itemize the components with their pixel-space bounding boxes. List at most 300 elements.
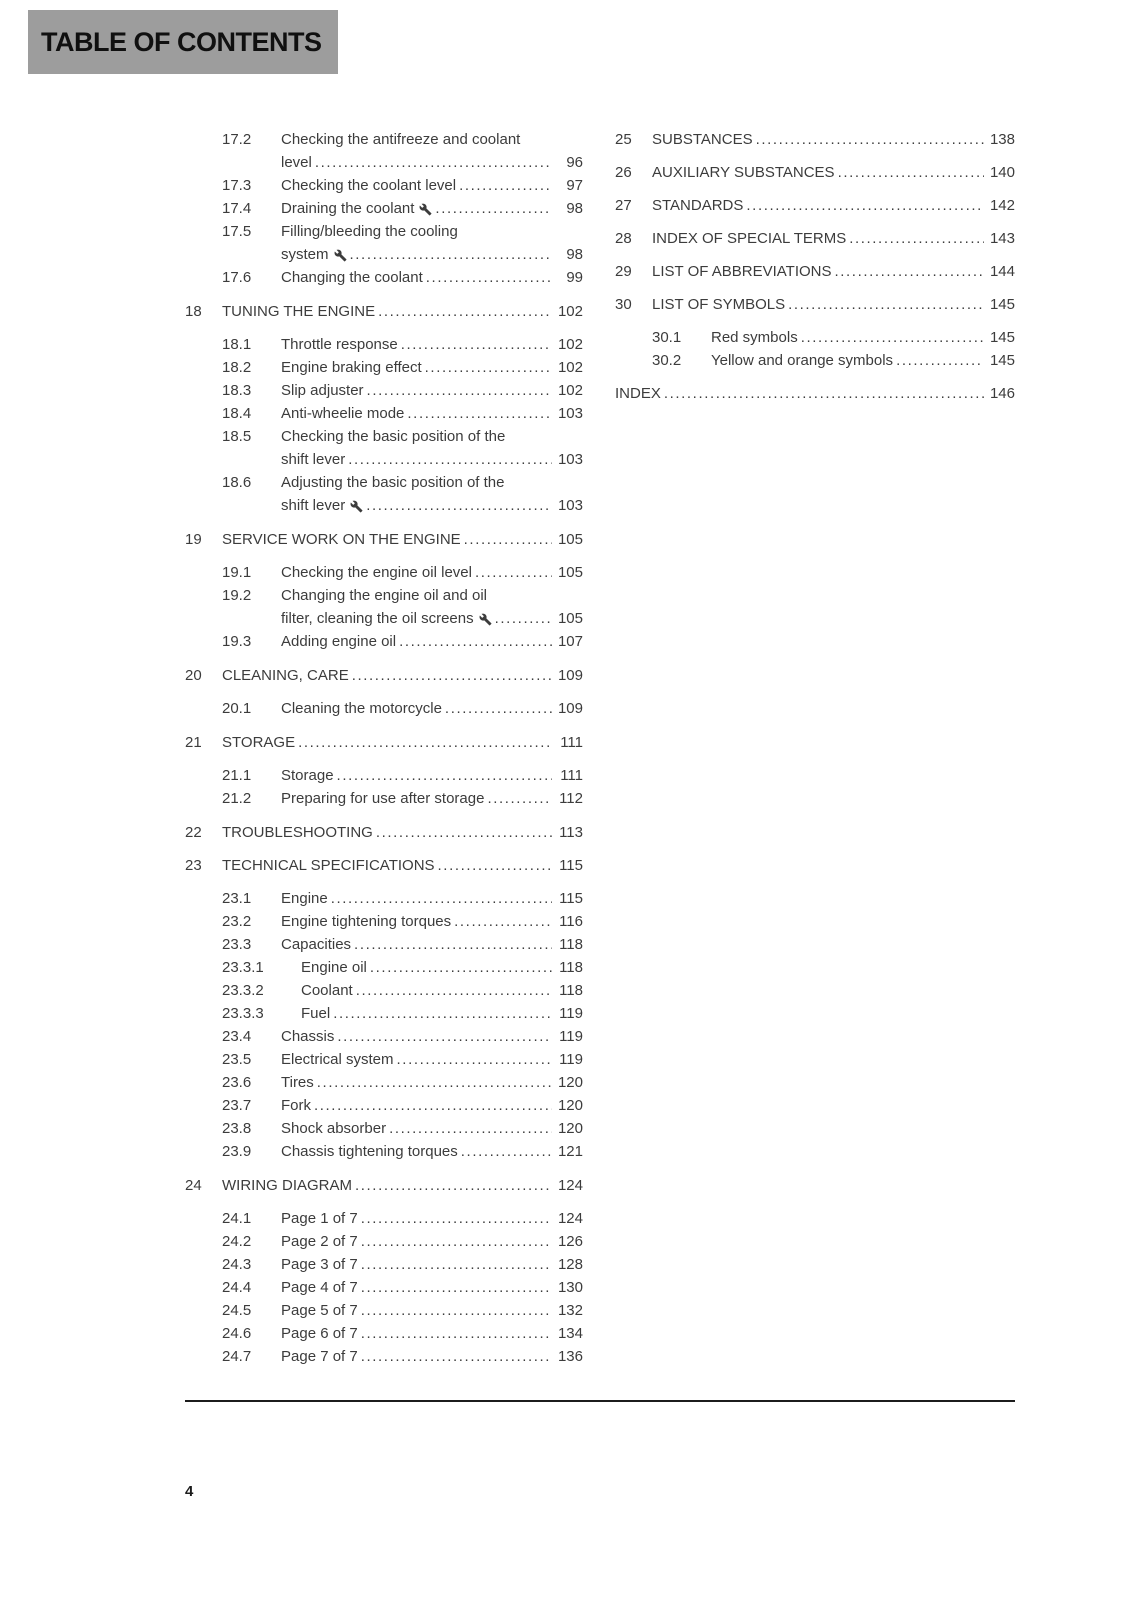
toc-entry-number: 23.6 <box>222 1074 252 1091</box>
page-header <box>28 10 338 74</box>
dot-leader <box>361 1299 552 1322</box>
toc-entry-number: 18.2 <box>222 359 252 376</box>
toc-entry-page: 134 <box>557 1325 583 1342</box>
toc-entry-body <box>281 933 583 956</box>
toc-entry-body <box>281 787 583 810</box>
dot-leader <box>487 787 552 810</box>
dot-leader <box>407 402 552 425</box>
toc-entry-page: 113 <box>559 824 583 841</box>
toc-entry <box>185 979 583 1002</box>
toc-entry <box>185 787 583 810</box>
toc-entry-number: 25 <box>615 131 632 148</box>
toc-entry <box>185 630 583 653</box>
dot-leader <box>801 326 984 349</box>
toc-entry-number: 24.6 <box>222 1325 252 1342</box>
toc-entry-number: 18.6 <box>222 474 252 491</box>
toc-entry-title: Shock absorber <box>281 1120 387 1137</box>
toc-entry-title: level <box>281 154 312 171</box>
toc-entry-page: 146 <box>989 385 1015 402</box>
toc-entry-page: 98 <box>566 246 583 263</box>
toc-entry-number: 27 <box>615 197 632 214</box>
toc-entry-body <box>281 1230 583 1253</box>
toc-entry-page: 136 <box>557 1348 583 1365</box>
toc-entry-title: LIST OF SYMBOLS <box>652 296 786 313</box>
toc-entry <box>185 1071 583 1094</box>
toc-entry-number: 23.7 <box>222 1097 252 1114</box>
toc-entry-body <box>281 174 583 197</box>
toc-entry-number: 23.3.1 <box>222 959 264 976</box>
dot-leader <box>361 1322 552 1345</box>
toc-entry-title: Engine tightening torques <box>281 913 452 930</box>
toc-entry-title: Coolant <box>301 982 353 999</box>
toc-entry-body <box>281 333 583 356</box>
toc-entry-page: 144 <box>989 263 1015 280</box>
toc-entry-body <box>652 293 1015 316</box>
toc-entry-title: Changing the coolant <box>281 269 423 286</box>
toc-entry <box>615 349 1015 372</box>
toc-entry-number: 30 <box>615 296 632 313</box>
toc-entry-page: 111 <box>560 734 583 751</box>
toc-entry-title: shift lever <box>281 451 346 468</box>
toc-entry-body <box>281 356 583 379</box>
toc-entry-number: 24.1 <box>222 1210 252 1227</box>
toc-entry-page: 116 <box>559 913 583 930</box>
toc-entry <box>185 561 583 584</box>
toc-entry-body <box>281 266 583 289</box>
toc-entry-body <box>222 821 583 844</box>
toc-entry-number: 17.4 <box>222 200 252 217</box>
toc-entry-title: Chassis <box>281 1028 335 1045</box>
dot-leader <box>367 379 552 402</box>
toc-entry-body <box>281 1322 583 1345</box>
dot-leader <box>355 1174 552 1197</box>
toc-entry-number: 21.1 <box>222 767 252 784</box>
toc-entry-title: INDEX <box>615 385 661 402</box>
toc-entry-body <box>281 402 583 425</box>
page-title: TABLE OF CONTENTS <box>41 26 322 57</box>
toc-entry-page: 115 <box>559 890 583 907</box>
footer-divider <box>185 1400 1015 1402</box>
toc-entry-page: 124 <box>557 1210 583 1227</box>
dot-leader <box>317 1071 552 1094</box>
wrench-icon <box>350 500 363 513</box>
toc-entry <box>615 227 1015 250</box>
toc-entry <box>185 471 583 517</box>
toc-entry-page: 120 <box>557 1074 583 1091</box>
dot-leader <box>495 607 552 630</box>
toc-entry-page: 126 <box>557 1233 583 1250</box>
toc-entry-title: Page 7 of 7 <box>281 1348 358 1365</box>
toc-entry-title: Yellow and orange symbols <box>711 352 894 369</box>
toc-entry-number: 24.2 <box>222 1233 252 1250</box>
toc-entry-page: 105 <box>557 564 583 581</box>
toc-entry-number: 19 <box>185 531 202 548</box>
toc-entry-title-line: Changing the engine oil and oil <box>281 587 487 604</box>
toc-entry-number: 17.3 <box>222 177 252 194</box>
toc-entry <box>185 425 583 471</box>
toc-entry-page: 124 <box>557 1177 583 1194</box>
dot-leader <box>397 1048 552 1071</box>
toc-entry-body <box>652 194 1015 217</box>
toc-entry <box>615 161 1015 184</box>
toc-entry-body <box>281 630 583 653</box>
toc-entry-body <box>222 854 583 877</box>
toc-entry-body <box>711 349 1015 372</box>
toc-entry <box>185 333 583 356</box>
toc-entry-body <box>281 1025 583 1048</box>
toc-entry-page: 118 <box>559 936 583 953</box>
toc-entry-page: 130 <box>557 1279 583 1296</box>
toc-entry <box>185 300 583 323</box>
toc-entry-page: 102 <box>557 382 583 399</box>
toc-entry-title: Adding engine oil <box>281 633 397 650</box>
toc-entry-title: Page 1 of 7 <box>281 1210 358 1227</box>
dot-leader <box>361 1207 552 1230</box>
toc-entry-number: 22 <box>185 824 202 841</box>
toc-entry <box>185 1002 583 1025</box>
dot-leader <box>788 293 984 316</box>
dot-leader <box>896 349 984 372</box>
toc-entry-page: 145 <box>989 296 1015 313</box>
toc-entry-page: 145 <box>989 329 1015 346</box>
toc-entry-number: 30.1 <box>652 329 682 346</box>
wrench-icon <box>419 203 432 216</box>
dot-leader <box>315 151 552 174</box>
toc-entry-body <box>281 471 583 517</box>
toc-entry-page: 102 <box>557 303 583 320</box>
toc-entry-title: filter, cleaning the oil screens <box>281 610 474 627</box>
toc-entry-body <box>281 1276 583 1299</box>
toc-entry-title: TROUBLESHOOTING <box>222 824 373 841</box>
toc-entry-title: Checking the coolant level <box>281 177 457 194</box>
toc-entry <box>185 1117 583 1140</box>
toc-entry-title: AUXILIARY SUBSTANCES <box>652 164 835 181</box>
toc-entry-page: 120 <box>557 1120 583 1137</box>
toc-entry-title: STANDARDS <box>652 197 744 214</box>
toc-entry-body <box>711 326 1015 349</box>
toc-entry-number: 18.3 <box>222 382 252 399</box>
toc-entry-body <box>281 197 583 220</box>
toc-entry-page: 145 <box>989 352 1015 369</box>
toc-entry-number: 18.5 <box>222 428 252 445</box>
toc-entry <box>185 1345 583 1368</box>
toc-entry-title: Storage <box>281 767 334 784</box>
toc-entry-number: 24.4 <box>222 1279 252 1296</box>
dot-leader <box>835 260 985 283</box>
toc-entry-page: 103 <box>557 451 583 468</box>
dot-leader <box>337 1025 552 1048</box>
toc-entry-number: 28 <box>615 230 632 247</box>
toc-entry-number: 21.2 <box>222 790 252 807</box>
toc-entry-page: 121 <box>557 1143 583 1160</box>
toc-entry-body <box>652 227 1015 250</box>
toc-entry-number: 21 <box>185 734 202 751</box>
toc-entry <box>615 293 1015 316</box>
toc-entry-number: 23.9 <box>222 1143 252 1160</box>
toc-entry-body <box>281 1299 583 1322</box>
toc-entry-title: Electrical system <box>281 1051 394 1068</box>
toc-entry-body <box>222 528 583 551</box>
toc-entry-page: 119 <box>559 1051 583 1068</box>
toc-entry-title: Tires <box>281 1074 314 1091</box>
toc-entry-body <box>281 764 583 787</box>
toc-entry-page: 142 <box>989 197 1015 214</box>
dot-leader <box>838 161 984 184</box>
toc-entry-body <box>652 161 1015 184</box>
toc-entry-body <box>281 1094 583 1117</box>
toc-entry-number: 23 <box>185 857 202 874</box>
dot-leader <box>664 382 984 405</box>
toc-entry-title: Fuel <box>301 1005 331 1022</box>
toc-entry <box>185 664 583 687</box>
toc-entry-body <box>281 379 583 402</box>
dot-leader <box>356 979 552 1002</box>
toc-entry-title: Engine oil <box>301 959 367 976</box>
dot-leader <box>756 128 984 151</box>
toc-entry-body <box>281 220 583 266</box>
toc-entry-title: Cleaning the motorcycle <box>281 700 442 717</box>
toc-entry-title: SUBSTANCES <box>652 131 753 148</box>
toc-entry <box>185 584 583 630</box>
toc-entry-number: 24 <box>185 1177 202 1194</box>
toc-entry-title: Checking the engine oil level <box>281 564 472 581</box>
toc-entry-title: INDEX OF SPECIAL TERMS <box>652 230 847 247</box>
toc-entry-title: Page 4 of 7 <box>281 1279 358 1296</box>
toc-entry-page: 102 <box>557 336 583 353</box>
dot-leader <box>746 194 984 217</box>
dot-leader <box>331 887 552 910</box>
toc-entry-title: SERVICE WORK ON THE ENGINE <box>222 531 461 548</box>
dot-leader <box>337 764 552 787</box>
toc-entry <box>185 887 583 910</box>
toc-entry-page: 103 <box>557 497 583 514</box>
toc-entry <box>185 128 583 174</box>
toc-entry-page: 120 <box>557 1097 583 1114</box>
toc-entry-number: 30.2 <box>652 352 682 369</box>
dot-leader <box>376 821 552 844</box>
toc-entry-title: Slip adjuster <box>281 382 364 399</box>
toc-entry-body <box>281 561 583 584</box>
dot-leader <box>361 1230 552 1253</box>
wrench-icon <box>334 249 347 262</box>
toc-entry-page: 118 <box>559 959 583 976</box>
dot-leader <box>350 243 552 266</box>
toc-entry-title: WIRING DIAGRAM <box>222 1177 352 1194</box>
toc-entry <box>185 356 583 379</box>
toc-entry <box>185 731 583 754</box>
toc-entry-title: Anti-wheelie mode <box>281 405 405 422</box>
dot-leader <box>348 448 552 471</box>
toc-entry-number: 24.5 <box>222 1302 252 1319</box>
toc-entry-number: 23.3 <box>222 936 252 953</box>
toc-entry <box>185 697 583 720</box>
toc-entry-page: 97 <box>566 177 583 194</box>
toc-entry-body <box>281 128 583 174</box>
toc-entry <box>185 933 583 956</box>
toc-entry-title: Preparing for use after storage <box>281 790 485 807</box>
toc-entry-title: Page 3 of 7 <box>281 1256 358 1273</box>
toc-entry-title: TUNING THE ENGINE <box>222 303 376 320</box>
dot-leader <box>401 333 552 356</box>
toc-entry-title: Page 5 of 7 <box>281 1302 358 1319</box>
toc-entry-body <box>652 260 1015 283</box>
toc-entry-title-line: Checking the basic position of the <box>281 428 506 445</box>
dot-leader <box>333 1002 552 1025</box>
dot-leader <box>464 528 552 551</box>
footer-page-number: 4 <box>185 1483 194 1500</box>
toc-entry-title: Capacities <box>281 936 352 953</box>
dot-leader <box>435 197 552 220</box>
toc-entry <box>185 197 583 220</box>
toc-entry-title: Page 2 of 7 <box>281 1233 358 1250</box>
toc-entry-number: 23.4 <box>222 1028 252 1045</box>
toc-entry <box>185 528 583 551</box>
toc-entry <box>185 1140 583 1163</box>
dot-leader <box>389 1117 552 1140</box>
dot-leader <box>426 266 552 289</box>
toc-entry-title: Page 6 of 7 <box>281 1325 358 1342</box>
toc-entry-title: Red symbols <box>711 329 798 346</box>
toc-entry-number: 17.6 <box>222 269 252 286</box>
toc-entry-body <box>281 697 583 720</box>
toc-entry <box>185 1299 583 1322</box>
toc-entry-title-line: Filling/bleeding the cooling <box>281 223 458 240</box>
toc-entry-body <box>281 584 583 630</box>
toc-entry <box>615 128 1015 151</box>
toc-entry-page: 105 <box>557 531 583 548</box>
dot-leader <box>459 174 552 197</box>
toc-entry-title: Throttle response <box>281 336 398 353</box>
toc-entry-page: 112 <box>559 790 583 807</box>
toc-entry-number: 19.3 <box>222 633 252 650</box>
wrench-icon <box>479 613 492 626</box>
toc-entry-number: 23.2 <box>222 913 252 930</box>
toc-entry <box>185 1094 583 1117</box>
toc-entry-body <box>281 1253 583 1276</box>
toc-entry <box>185 174 583 197</box>
toc-entry <box>185 1322 583 1345</box>
toc-entry-body <box>281 1207 583 1230</box>
toc-entry <box>185 854 583 877</box>
toc-entry-page: 143 <box>989 230 1015 247</box>
toc-entry <box>185 1230 583 1253</box>
dot-leader <box>354 933 552 956</box>
toc-entry-page: 98 <box>566 200 583 217</box>
toc-entry-body <box>222 1174 583 1197</box>
toc-entry <box>185 402 583 425</box>
toc-entry-title: CLEANING, CARE <box>222 667 349 684</box>
dot-leader <box>849 227 984 250</box>
toc-entry-body <box>281 1071 583 1094</box>
toc-entry-title: system <box>281 246 329 263</box>
toc-entry-number: 23.3.2 <box>222 982 264 999</box>
toc-entry <box>185 821 583 844</box>
toc-entry-body <box>281 1117 583 1140</box>
toc-entry-page: 119 <box>559 1028 583 1045</box>
toc-entry-title: TECHNICAL SPECIFICATIONS <box>222 857 435 874</box>
dot-leader <box>425 356 552 379</box>
toc-entry-title: STORAGE <box>222 734 296 751</box>
toc-entry-page: 105 <box>557 610 583 627</box>
toc-entry-body <box>301 1002 583 1025</box>
toc-entry-title: Engine braking effect <box>281 359 422 376</box>
toc-entry-page: 115 <box>559 857 583 874</box>
toc-entry <box>185 1048 583 1071</box>
toc-entry-number: 20 <box>185 667 202 684</box>
toc-entry-page: 128 <box>557 1256 583 1273</box>
toc-entry-page: 109 <box>557 700 583 717</box>
toc-entry-page: 96 <box>566 154 583 171</box>
toc-entry <box>615 326 1015 349</box>
toc-entry-number: 18.4 <box>222 405 252 422</box>
toc-entry-page: 102 <box>557 359 583 376</box>
toc-entry <box>615 194 1015 217</box>
dot-leader <box>298 731 552 754</box>
toc-entry-body <box>281 425 583 471</box>
toc-entry-body <box>301 979 583 1002</box>
toc-entry <box>185 1207 583 1230</box>
toc-entry <box>185 956 583 979</box>
toc-entry-body <box>281 910 583 933</box>
dot-leader <box>361 1276 552 1299</box>
toc-entry-number: 18 <box>185 303 202 320</box>
dot-leader <box>461 1140 552 1163</box>
toc-entry <box>185 220 583 266</box>
toc-entry <box>185 1276 583 1299</box>
toc-entry-body <box>615 382 1015 405</box>
toc-entry-body <box>222 300 583 323</box>
toc-entry <box>185 1253 583 1276</box>
dot-leader <box>438 854 552 877</box>
toc-entry-number: 23.1 <box>222 890 252 907</box>
toc-column-left <box>185 128 583 1368</box>
toc-entry-title: Fork <box>281 1097 311 1114</box>
dot-leader <box>399 630 552 653</box>
toc-entry <box>185 764 583 787</box>
toc-entry-body <box>652 128 1015 151</box>
toc-entry-number: 24.7 <box>222 1348 252 1365</box>
dot-leader <box>454 910 552 933</box>
toc-entry-page: 132 <box>557 1302 583 1319</box>
toc-entry-body <box>281 887 583 910</box>
toc-entry-body <box>222 731 583 754</box>
toc-entry <box>615 382 1015 405</box>
toc-entry-number: 26 <box>615 164 632 181</box>
dot-leader <box>366 494 552 517</box>
toc-entry-page: 138 <box>989 131 1015 148</box>
toc-entry-title: Chassis tightening torques <box>281 1143 458 1160</box>
toc-entry-page: 111 <box>560 767 583 784</box>
toc-entry-number: 17.5 <box>222 223 252 240</box>
toc-entry-title-line: Checking the antifreeze and coolant <box>281 131 521 148</box>
toc-entry-page: 118 <box>559 982 583 999</box>
toc-entry-title: Engine <box>281 890 328 907</box>
toc-column-right <box>615 128 1015 405</box>
dot-leader <box>475 561 552 584</box>
dot-leader <box>314 1094 552 1117</box>
toc-entry-page: 119 <box>559 1005 583 1022</box>
toc-entry-number: 20.1 <box>222 700 252 717</box>
toc-entry-number: 23.8 <box>222 1120 252 1137</box>
toc-entry <box>615 260 1015 283</box>
toc-entry <box>185 910 583 933</box>
toc-entry-body <box>281 1048 583 1071</box>
dot-leader <box>370 956 552 979</box>
toc-entry <box>185 266 583 289</box>
toc-entry-title: Draining the coolant <box>281 200 415 217</box>
toc-entry-page: 99 <box>566 269 583 286</box>
toc-entry-body <box>301 956 583 979</box>
